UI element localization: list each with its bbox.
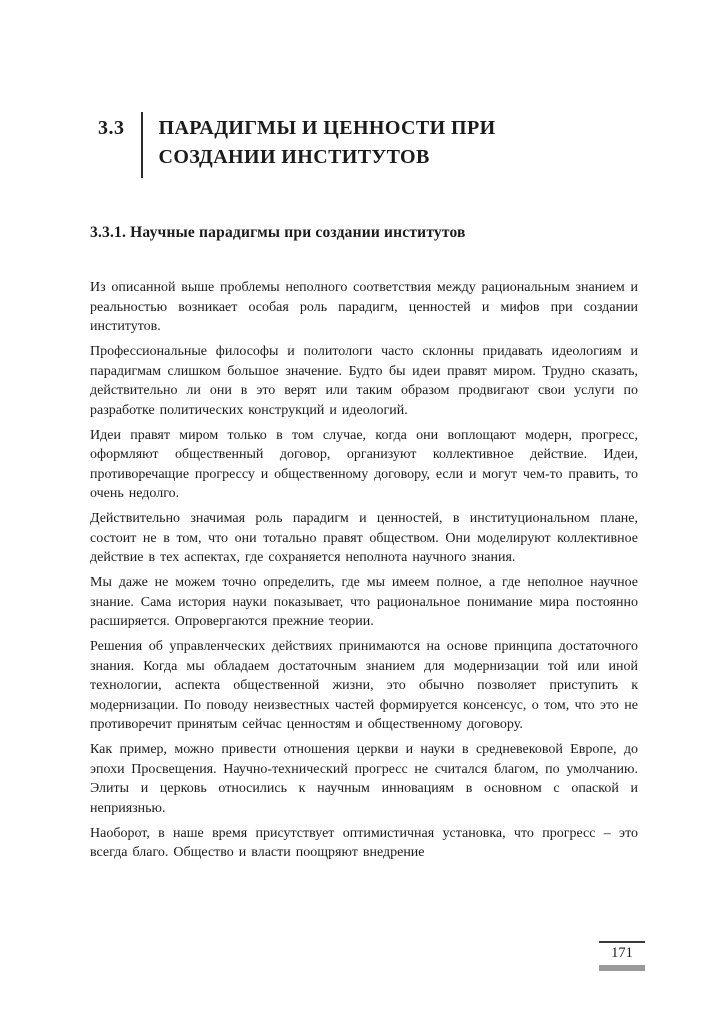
body-text [90, 278, 638, 868]
section-number: 3.3 [98, 117, 125, 139]
paragraph-6: Решения об управленческих действиях принимаются на основе принципа достаточного знания. Когда мы обладаем достаточным знанием для модернизации той или иной технологии, аспекта общественной жизни, это обычно позволяет приступить к модернизации. По поводу неизвестных частей формируется консенсус, о том, что это не противоречит принятым сейчас ценностям и общественному договору. [90, 639, 638, 732]
paragraph-8: Наоборот, в наше время присутствует оптимистичная установка, что прогресс – это всегда благо. Общество и власти поощряют внедрение [90, 825, 638, 860]
page-number: 171 [611, 945, 633, 961]
page-number-bottom-bar [599, 965, 645, 971]
paragraph-5: Мы даже не можем точно определить, где мы имеем полное, а где неполное научное знание. Сама история науки показывает, что рациональное понимание мира постоянно расширяется. Опровергаются прежние теории. [90, 575, 638, 629]
paragraph-7: Как пример, можно привести отношения церкви и науки в средневековой Европе, до эпохи Просвещения. Научно-технический прогресс не считался благом, по умолчанию. Элиты и церковь относились к научным инновациям в основном с опаской и неприязнью. [90, 742, 638, 816]
subsection-title: 3.3.1. Научные парадигмы при создании институтов [90, 224, 466, 241]
paragraph-2: Профессиональные философы и политологи часто склонны придавать идеологиям и парадигмам слишком большое значение. Будто бы идеи правят миром. Трудно сказать, действительно ли они в это верят или таким образом продвигают свои услуги по разработке политических конструкций и идеологий. [90, 344, 638, 418]
paragraph-4: Действительно значимая роль парадигм и ценностей, в институциональном плане, состоит не в том, что они тотально правят обществом. Они моделируют коллективное действие в тех аспектах, где сохраняется неполнота научного знания. [90, 511, 638, 565]
section-title: ПАРАДИГМЫ И ЦЕННОСТИ ПРИ СОЗДАНИИ ИНСТИТУТОВ [158, 117, 496, 168]
section-heading [98, 112, 528, 178]
page-number-block [599, 941, 645, 971]
paragraph-3: Идеи правят миром только в том случае, когда они воплощают модерн, прогресс, оформляют общественный договор, организуют коллективное действие. Идеи, противоречащие прогрессу и общественному договору, если и могут чем-то править, то очень недолго. [90, 427, 638, 501]
paragraph-1: Из описанной выше проблемы неполного соответствия между рациональным знанием и реальностью возникает особая роль парадигм, ценностей и мифов при создании институтов. [90, 280, 638, 334]
